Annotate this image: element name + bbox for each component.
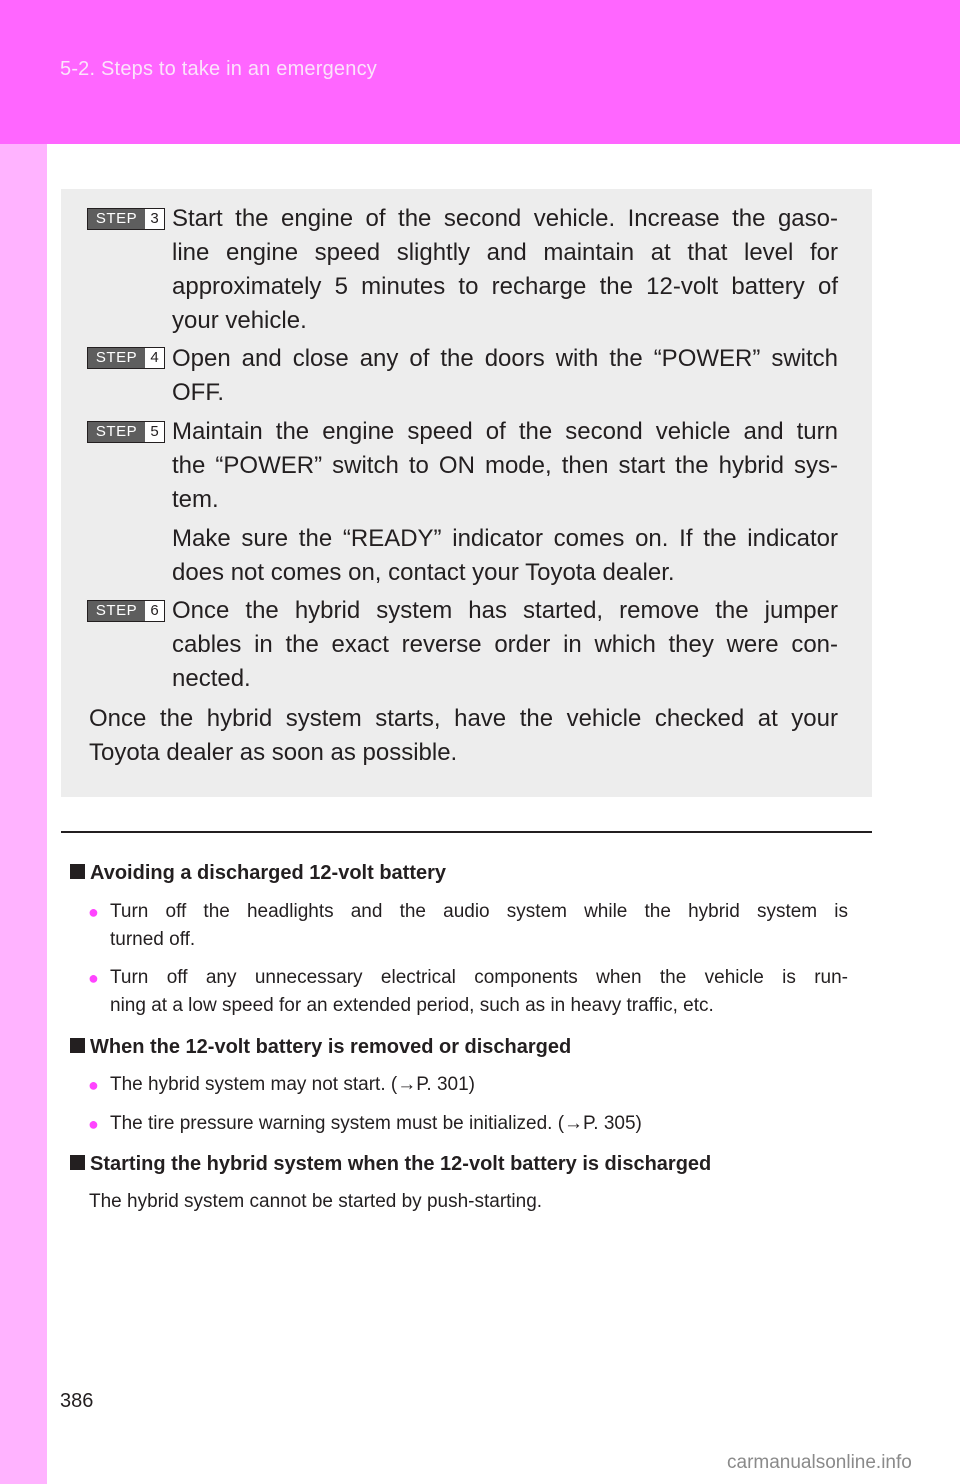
note-heading-text: When the 12-volt battery is removed or discharged	[90, 1036, 572, 1058]
circle-bullet-icon: ●	[88, 902, 99, 922]
note-bullet-line: Turn off the headlights and the audio system while the hybrid system is	[110, 901, 848, 922]
step-5-line: tem.	[172, 486, 219, 513]
note-heading	[70, 860, 446, 886]
note-heading-text: Avoiding a discharged 12-volt battery	[90, 862, 447, 884]
note-bullet-line: turned off.	[110, 929, 196, 950]
step-3-line: approximately 5 minutes to recharge the 12-volt battery of	[172, 273, 838, 300]
step-6-badge	[87, 600, 165, 622]
step-3-line: your vehicle.	[172, 307, 307, 334]
note-bullet-line: The tire pressure warning system must be initialized. (→P. 305)	[110, 1113, 642, 1134]
step-5-line: the “POWER” switch to ON mode, then start the hybrid sys-	[172, 452, 838, 479]
step-label: STEP	[88, 209, 145, 229]
watermark: carmanualsonline.info	[727, 1452, 912, 1473]
step-label: STEP	[88, 348, 145, 368]
step-label: STEP	[88, 601, 145, 621]
step-5-line: Make sure the “READY” indicator comes on. If the indicator	[172, 525, 838, 552]
square-bullet-icon	[70, 1155, 85, 1170]
note-heading-text: Starting the hybrid system when the 12-volt battery is discharged	[90, 1153, 712, 1175]
section-breadcrumb: 5-2. Steps to take in an emergency	[60, 58, 377, 80]
step-label: STEP	[88, 422, 145, 442]
step-6-line: Once the hybrid system has started, remove the jumper	[172, 597, 838, 624]
step-5-line: Maintain the engine speed of the second vehicle and turn	[172, 418, 838, 445]
step-5-badge	[87, 421, 165, 443]
note-heading	[70, 1151, 711, 1177]
step-number: 5	[145, 422, 164, 442]
circle-bullet-icon: ●	[88, 968, 99, 988]
page-number: 386	[60, 1390, 94, 1412]
closing-line: Once the hybrid system starts, have the vehicle checked at your	[89, 705, 838, 732]
note-text: The hybrid system cannot be started by push-starting.	[89, 1191, 543, 1212]
step-3-line: line engine speed slightly and maintain at that level for	[172, 239, 838, 266]
note-heading	[70, 1034, 571, 1060]
circle-bullet-icon: ●	[88, 1075, 99, 1095]
step-3-line: Start the engine of the second vehicle. Increase the gaso-	[172, 205, 838, 232]
note-bullet-line: ning at a low speed for an extended period, such as in heavy traffic, etc.	[110, 995, 714, 1016]
note-bullet-line: Turn off any unnecessary electrical components when the vehicle is run-	[110, 967, 848, 988]
step-number: 3	[145, 209, 164, 229]
step-4-line: OFF.	[172, 379, 224, 406]
note-bullet-line: The hybrid system may not start. (→P. 301)	[110, 1074, 476, 1095]
square-bullet-icon	[70, 1038, 85, 1053]
side-strip	[0, 144, 47, 1484]
step-6-line: cables in the exact reverse order in which they were con-	[172, 631, 838, 658]
step-6-line: nected.	[172, 665, 251, 692]
step-3-badge	[87, 208, 165, 230]
square-bullet-icon	[70, 864, 85, 879]
divider	[61, 831, 872, 833]
step-4-badge	[87, 347, 165, 369]
step-4-line: Open and close any of the doors with the “POWER” switch	[172, 345, 838, 372]
closing-line: Toyota dealer as soon as possible.	[89, 739, 458, 766]
step-5-line: does not comes on, contact your Toyota dealer.	[172, 559, 675, 586]
circle-bullet-icon: ●	[88, 1114, 99, 1134]
step-number: 6	[145, 601, 164, 621]
step-number: 4	[145, 348, 164, 368]
